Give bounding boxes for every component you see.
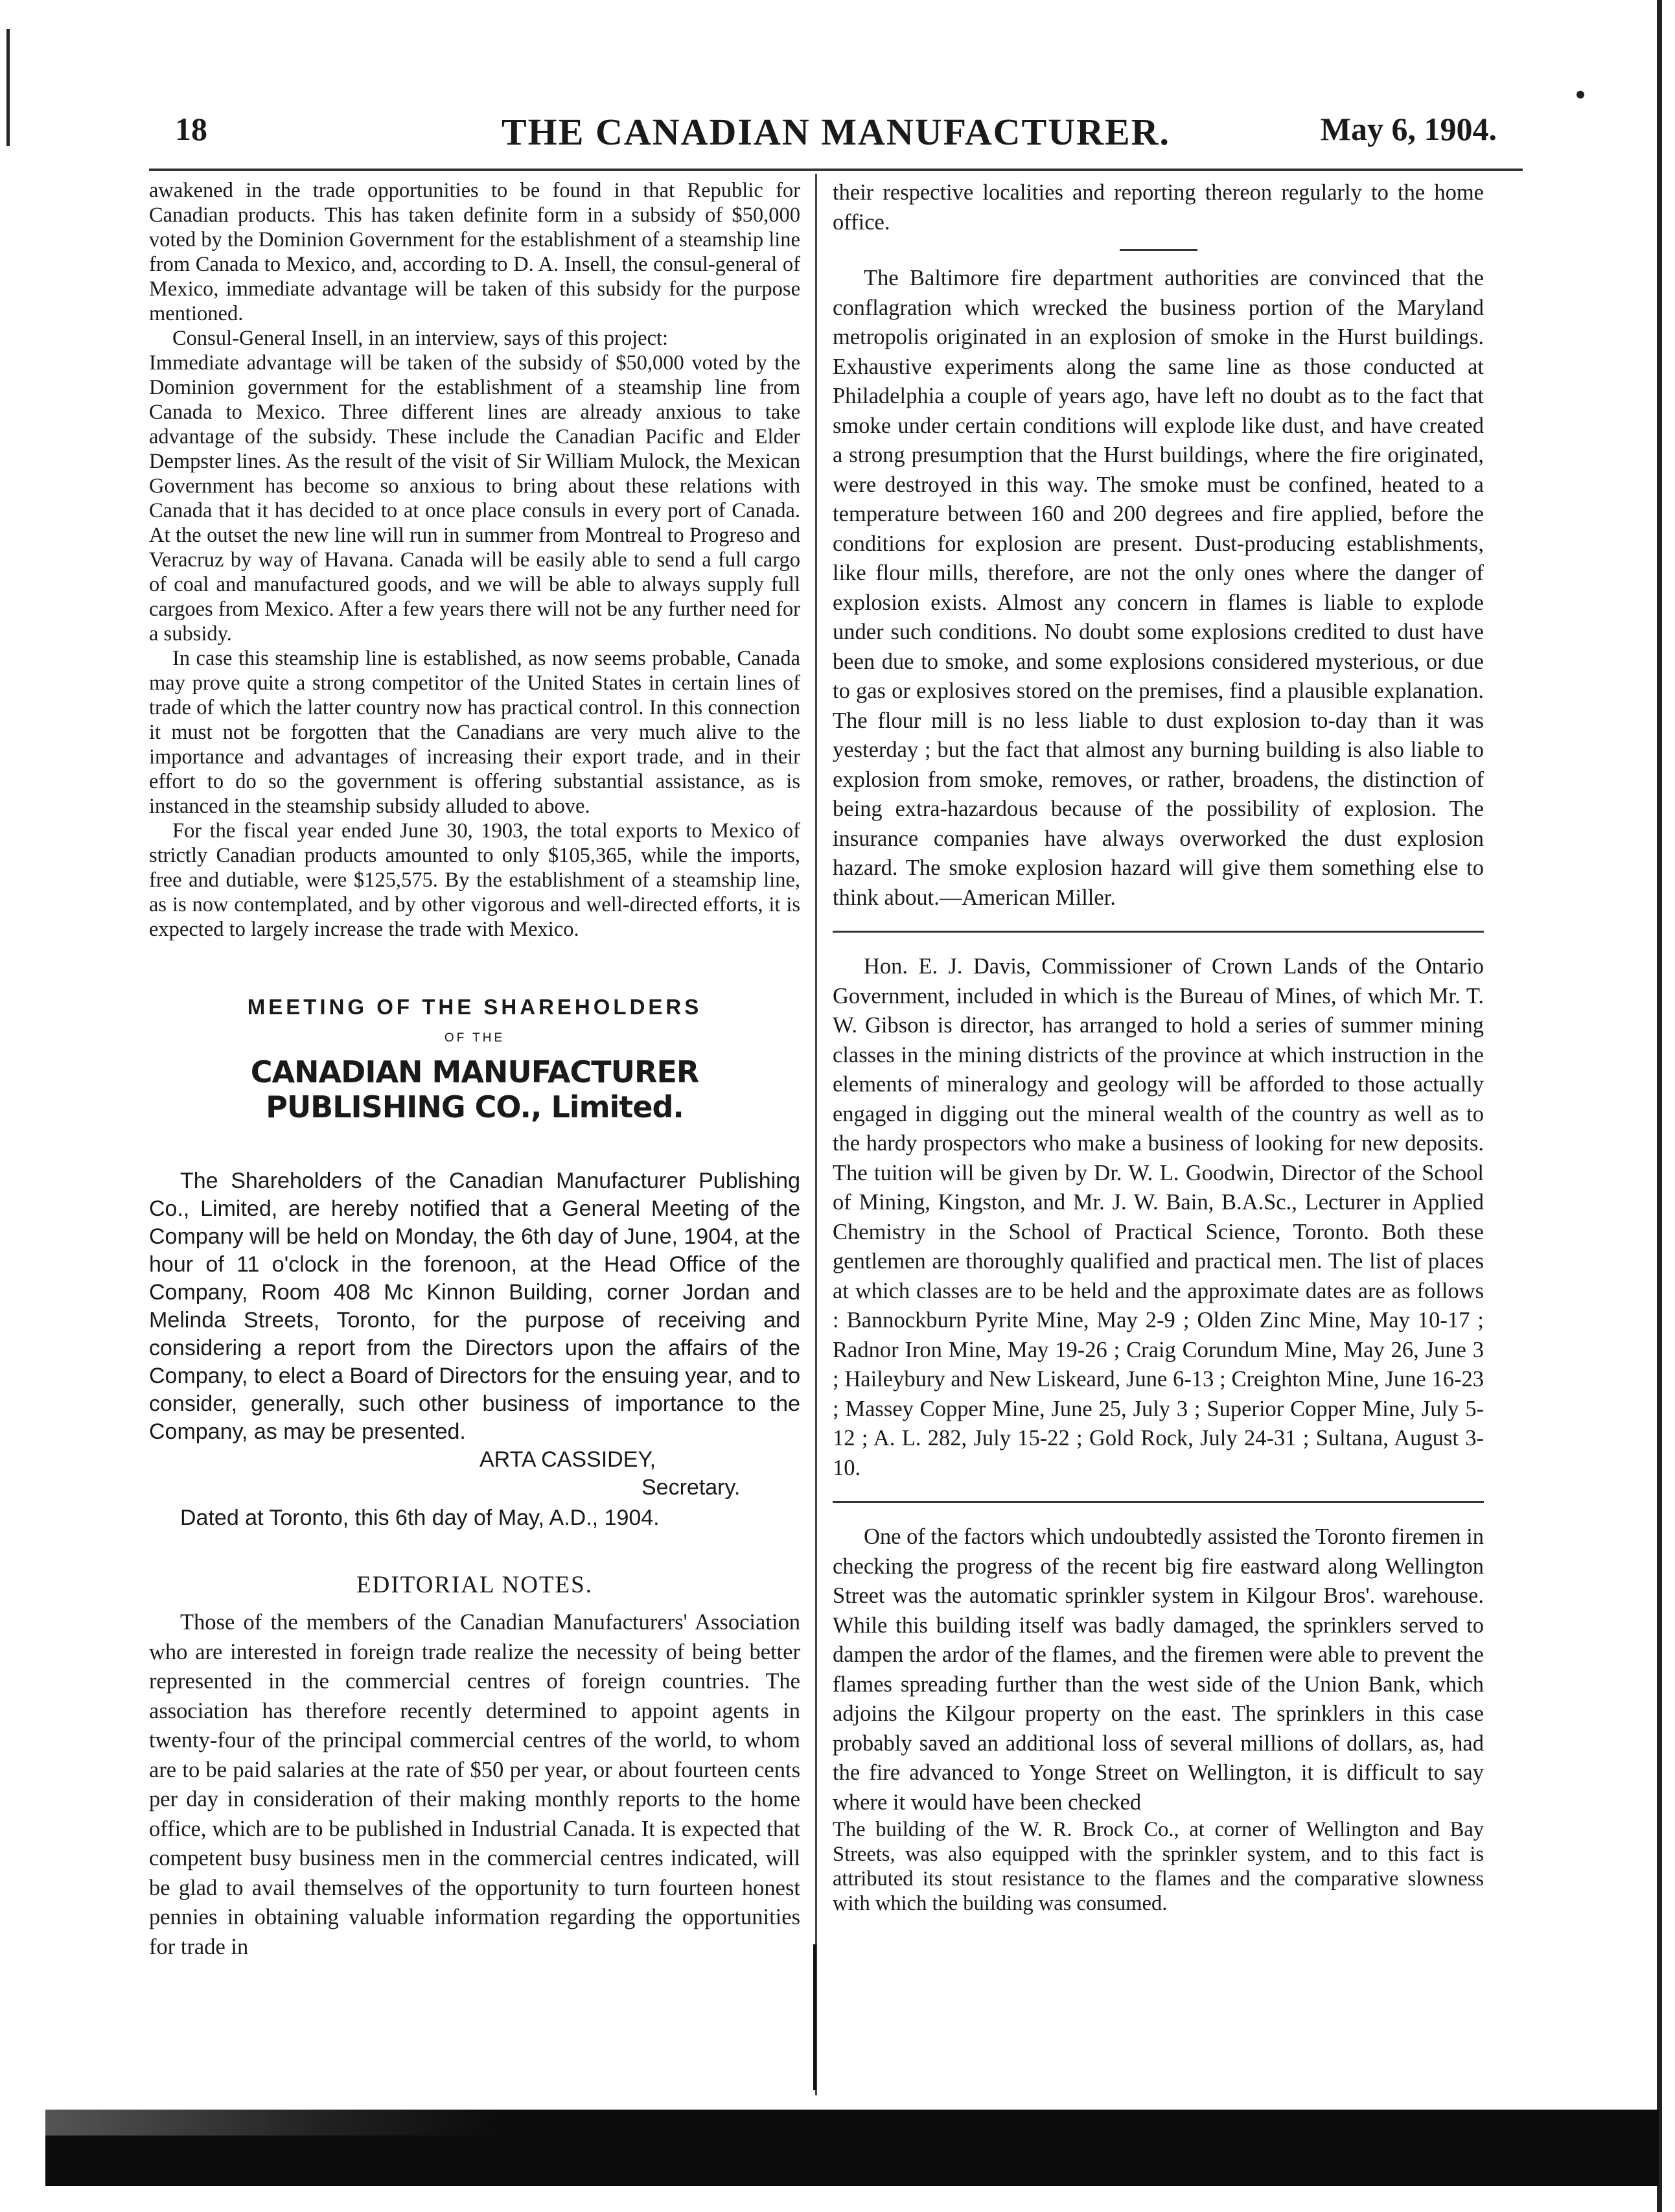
consul-interview-quote: Immediate advantage will be taken of the subsidy of $50,000 voted by the Dominion government for the establishment of a steamship line from Canada to Mexico. Three different lines are already anxious to take advantage of the subsidy. These include the Canadian Pacific and Elder Dempster lines. As the result of the visit of Sir William Mulock, the Mexican Government has become so anxious to bring about these relations with Canada that it has decided to at once place consuls in every port of Canada. At the outset the new line will run in summer from Montreal to Progreso and Veracruz by way of Havana. Canada will be easily able to send a full cargo of coal and manufactured goods, and we will be able to always supply full cargoes from Mexico. After a few years there will not be any further need for a subsidy.	[149, 351, 800, 646]
editorial-notes-heading: EDITORIAL NOTES.	[356, 1572, 593, 1598]
brock-building-paragraph: The building of the W. R. Brock Co., at corner of Wellington and Bay Streets, was also equipped with the sprinkler system, and to this fact is attributed its stout resistance to the flames and the comparative slowness with which the building was consumed.	[833, 1818, 1484, 1915]
header-rule	[149, 169, 1523, 171]
column-divider	[815, 174, 817, 2095]
section-separator	[1120, 249, 1197, 251]
meeting-heading-line2: OF THE	[444, 1031, 505, 1045]
meeting-notice-body: The Shareholders of the Canadian Manufacturer Publishing Co., Limited, are hereby notified that a General Meeting of the Company will be held on Monday, the 6th day of June, 1904, at the hour of 11 o'clock in the forenoon, at the Head Office of the Company, Room 408 Mc Kinnon Building, corner Jordan and Melinda Streets, Toronto, for the purpose of receiving and considering a report from the Directors upon the affairs of the Company, to elect a Board of Directors for the ensuing year, and to consider, generally, such other business of importance to the Company, as may be presented.	[149, 1169, 800, 1444]
column-divider-bottom	[813, 1944, 816, 2090]
competitor-paragraph: In case this steamship line is established, as now seems probable, Canada may prove quite a strong competitor of the United States in certain lines of trade of which the latter country now has practical control. In this connection it must not be forgotten that the Canadians are very much alive to the importance and advantages of increasing their export trade, and in their effort to do so the government is offering substantial assistance, as is instanced in the steamship subsidy alluded to above.	[149, 647, 800, 818]
page-number: 18	[175, 111, 207, 147]
toronto-fire-paragraph: One of the factors which undoubtedly assisted the Toronto firemen in checking the progress of the recent big fire eastward along Wellington Street was the automatic sprinkler system in Kilgour Bros'. warehouse. While this building itself was badly damaged, the sprinklers served to dampen the ardor of the flames, and the firemen were able to prevent the flames spreading further than the west side of the Union Bank, which adjoins the Kilgour property on the east. The sprinklers in this case probably saved an additional loss of several millions of dollars, as, had the fire advanced to Yonge Street on Wellington, it is difficult to say where it would have been checked	[833, 1524, 1484, 1815]
notice-dated-line: Dated at Toronto, this 6th day of May, A.D., 1904.	[180, 1506, 660, 1530]
consul-interview-intro: Consul-General Insell, in an interview, says of this project:	[172, 327, 669, 350]
section-separator	[833, 1501, 1484, 1503]
scan-bottom-band	[45, 2110, 1659, 2186]
scan-edge-mark-right	[1657, 0, 1662, 2212]
editorial-paragraph: Those of the members of the Canadian Manufacturers' Association who are interested in foreign trade realize the necessity of being better represented in the commercial centres of foreign countries. The association has therefore recently determined to appoint agents in twenty-four of the principal commercial centres of the world, to whom are to be paid salaries at the rate of $50 per year, or about fourteen cents per day in consideration of their making monthly reports to the home office, which are to be published in Industrial Canada. It is expected that competent busy business men in the commercial centres indicated, will be glad to avail themselves of the opportunity to turn fourteen honest pennies in obtaining valuable information regarding the opportunities for trade in	[149, 1610, 800, 1959]
meeting-notice-heading	[149, 995, 800, 1124]
mexico-trade-paragraph: awakened in the trade opportunities to be found in that Republic for Canadian products. This has taken definite form in a subsidy of $50,000 voted by the Dominion Government for the establishment of a steamship line from Canada to Mexico, and, according to D. A. Insell, the consul-general of Mexico, immediate advantage will be taken of this subsidy for the purpose mentioned.	[149, 179, 800, 325]
section-separator	[833, 931, 1484, 933]
mining-classes-paragraph: Hon. E. J. Davis, Commissioner of Crown Lands of the Ontario Government, included in which is the Bureau of Mines, of which Mr. T. W. Gibson is director, has arranged to hold a series of summer mining classes in the mining districts of the province at which instruction in the elements of mineralogy and geology will be afforded to those actually engaged in digging out the mineral wealth of the country as well as to the hardy prospectors who make a business of looking for new deposits. The tuition will be given by Dr. W. L. Goodwin, Director of the School of Mining, Kingston, and Mr. J. W. Bain, B.A.Sc., Lecturer in Applied Chemistry in the School of Practical Science, Toronto. Both these gentlemen are thoroughly qualified and practical men. The list of places at which classes are to be held and the approximate dates are as follows : Bannockburn Pyrite Mine, May 2-9 ; Olden Zinc Mine, May 10-17 ; Radnor Iron Mine, May 19-26 ; Craig Corundum Mine, May 26, June 3 ; Haileybury and New Liskeard, June 6-13 ; Creighton Mine, June 16-23 ; Massey Copper Mine, June 25, July 3 ; Superior Copper Mine, July 5-12 ; A. L. 282, July 15-22 ; Gold Rock, July 24-31 ; Sultana, August 3-10.	[833, 954, 1484, 1480]
meeting-heading-line1: MEETING OF THE SHAREHOLDERS	[247, 995, 702, 1019]
secretary-name: ARTA CASSIDEY,	[479, 1447, 656, 1472]
page-header	[175, 110, 1497, 169]
exports-paragraph: For the fiscal year ended June 30, 1903, the total exports to Mexico of strictly Canadian products amounted to only $105,365, while the imports, free and dutiable, were $125,575. By the establishment of a steamship line, as is now contemplated, and by other vigorous and well-directed efforts, it is expected to largely increase the trade with Mexico.	[149, 819, 800, 941]
scan-speck	[1577, 91, 1584, 99]
issue-date: May 6, 1904.	[1320, 111, 1497, 147]
right-column	[833, 178, 1484, 1916]
scan-edge-mark-left	[6, 29, 10, 146]
baltimore-fire-paragraph: The Baltimore fire department authorities are convinced that the conflagration which wrecked the business portion of the Maryland metropolis originated in an explosion of smoke in the Hurst buildings. Exhaustive experiments along the same line as those conducted at Philadelphia a couple of years ago, have left no doubt as to the fact that smoke under certain conditions will explode like dust, and have created a strong presumption that the Hurst buildings, where the fire originated, were destroyed in this way. The smoke must be confined, heated to a temperature between 160 and 200 degrees and fire applied, before the conditions for explosion are present. Dust-producing establishments, like flour mills, therefore, are not the only ones where the danger of explosion exists. Almost any concern in flames is liable to explode under such conditions. No doubt some explosions credited to dust have been due to smoke, and some explosions considered mysterious, or due to gas or explosives stored on the premises, find a plausible explanation. The flour mill is no less liable to dust explosion to-day than it was yesterday ; but the fact that almost any burning building is also liable to explosion from smoke, removes, or rather, broadens, the distinction of being extra-hazardous because of the possibility of explosion. The insurance companies have always overworked the dust explosion hazard. The smoke explosion hazard will give them something else to think about.—American Miller.	[833, 266, 1484, 910]
secretary-title: Secretary.	[641, 1475, 741, 1500]
continued-paragraph: their respective localities and reporting thereon regularly to the home office.	[833, 180, 1484, 235]
left-column	[149, 178, 800, 1962]
meeting-heading-company: CANADIAN MANUFACTURER PUBLISHING CO., Limited.	[250, 1054, 699, 1124]
publication-title: THE CANADIAN MANUFACTURER.	[501, 111, 1171, 153]
